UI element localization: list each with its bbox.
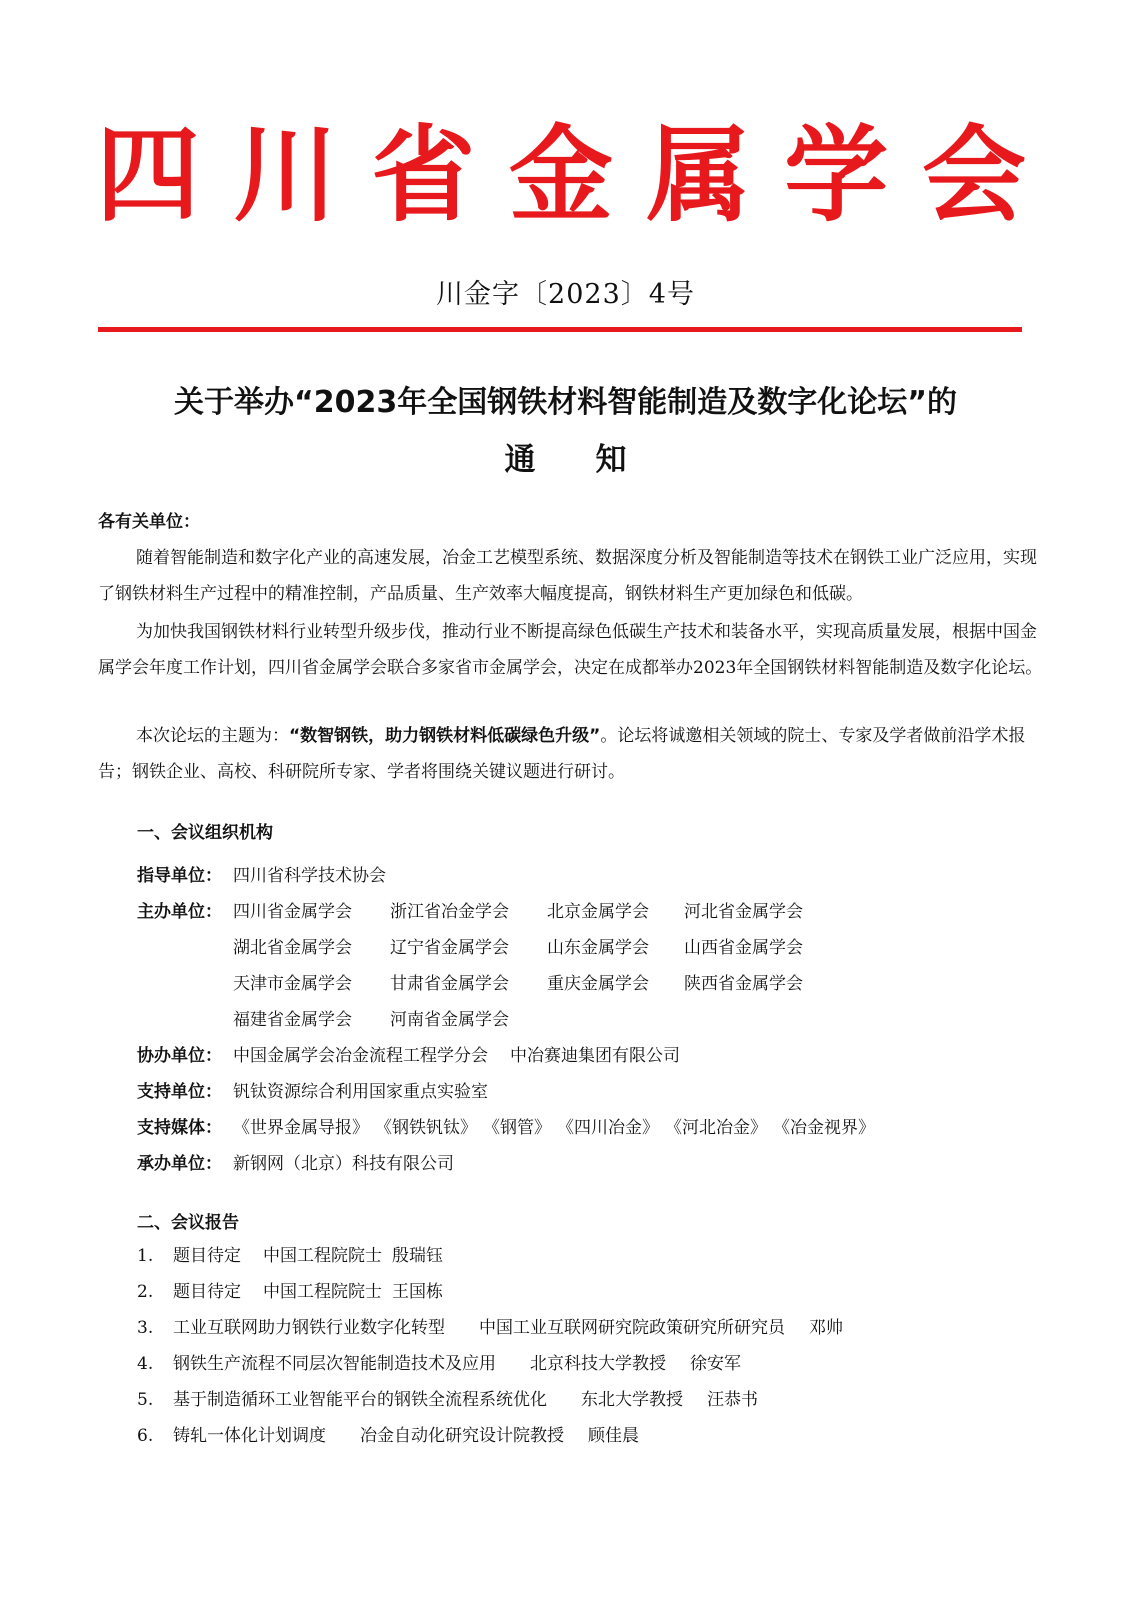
support-unit-value: 钒钛资源综合利用国家重点实验室 [233, 1082, 488, 1102]
masthead-char: 川 [233, 114, 338, 236]
masthead-char: 属 [646, 114, 751, 236]
host-unit: 天津市金属学会 [233, 974, 352, 994]
report-number: 6. [137, 1426, 154, 1446]
red-divider [98, 327, 1022, 332]
report-number: 3. [137, 1318, 154, 1338]
host-unit: 山西省金属学会 [684, 938, 803, 958]
host-unit: 辽宁省金属学会 [390, 938, 509, 958]
host-unit: 重庆金属学会 [547, 974, 649, 994]
report-topic: 题目待定 [173, 1282, 241, 1302]
host-unit: 福建省金属学会 [233, 1010, 352, 1030]
report-topic: 题目待定 [173, 1246, 241, 1266]
masthead-char: 学 [784, 114, 889, 236]
report-speaker: 徐安军 [690, 1354, 741, 1374]
undertaker-label: 承办单位： [137, 1154, 222, 1174]
support-media-label: 支持媒体： [137, 1118, 222, 1138]
undertaker-value: 新钢网（北京）科技有限公司 [233, 1154, 454, 1174]
report-speaker: 顾佳晨 [588, 1426, 639, 1446]
co-organizer-row [137, 1042, 702, 1070]
report-topic: 铸轧一体化计划调度 [173, 1426, 326, 1446]
media-item: 《四川冶金》 [557, 1118, 659, 1138]
support-unit-label: 支持单位： [137, 1082, 222, 1102]
media-item: 《钢管》 [483, 1118, 551, 1138]
host-unit-label: 主办单位： [137, 902, 222, 922]
host-unit: 河北省金属学会 [684, 902, 803, 922]
support-media-row [137, 1114, 881, 1142]
host-unit: 湖北省金属学会 [233, 938, 352, 958]
paragraph-2: 为加快我国钢铁材料行业转型升级步伐，推动行业不断提高绿色低碳生产技术和装备水平，实现高质量发展，根据中国金属学会年度工作计划，四川省金属学会联合多家省市金属学会，决定在成都举办2023年全国钢铁材料智能制造及数字化论坛。 [98, 622, 1043, 678]
report-speaker-title: 中国工程院院士 [263, 1282, 382, 1302]
paragraph-3-prefix: 本次论坛的主题为： [136, 726, 289, 746]
media-item: 《冶金视界》 [773, 1118, 875, 1138]
report-item [137, 1386, 758, 1414]
media-item: 《河北冶金》 [665, 1118, 767, 1138]
section-heading-organization: 一、会议组织机构 [137, 823, 273, 843]
host-unit-list-row [233, 1006, 547, 1034]
report-topic: 钢铁生产流程不同层次智能制造技术及应用 [173, 1354, 496, 1374]
report-number: 4. [137, 1354, 154, 1374]
document-title-notice: 通知 [504, 442, 687, 478]
masthead-char: 省 [371, 114, 476, 236]
support-unit-row [137, 1078, 488, 1106]
masthead-char: 四 [96, 114, 201, 236]
undertaker-row [137, 1150, 454, 1178]
paragraph-1: 随着智能制造和数字化产业的高速发展，冶金工艺模型系统、数据深度分析及智能制造等技术在钢铁工业广泛应用，实现了钢铁材料生产过程中的精准控制，产品质量、生产效率大幅度提高，钢铁材料生产更加绿色和低碳。 [98, 548, 1037, 604]
guide-unit-row [137, 862, 386, 890]
report-speaker: 邓帅 [809, 1318, 843, 1338]
masthead-char: 会 [921, 114, 1026, 236]
report-speaker-title: 北京科技大学教授 [530, 1354, 666, 1374]
report-speaker-title: 中国工业互联网研究院政策研究所研究员 [479, 1318, 785, 1338]
report-number: 1. [137, 1246, 154, 1266]
report-topic: 工业互联网助力钢铁行业数字化转型 [173, 1318, 445, 1338]
report-item [137, 1422, 639, 1450]
host-unit: 浙江省冶金学会 [390, 902, 509, 922]
report-speaker: 殷瑞钰 [392, 1246, 443, 1266]
paragraph-3 [98, 718, 1044, 790]
report-item [137, 1278, 443, 1306]
report-item [137, 1350, 741, 1378]
paragraph-3-suffix: 。论坛将诚邀相关领域的院士、专家及学者做前沿学术报告；钢铁企业、高校、科研院所专家、学者将围绕关键议题进行研讨。 [98, 726, 1026, 782]
salutation: 各有关单位： [98, 512, 200, 532]
media-item: 《钢铁钒钛》 [375, 1118, 477, 1138]
host-unit-list-row [233, 934, 841, 962]
forum-theme: “数智钢铁，助力钢铁材料低碳绿色升级” [289, 726, 601, 746]
media-item: 《世界金属导报》 [233, 1118, 369, 1138]
guide-unit-value: 四川省科学技术协会 [233, 866, 386, 886]
co-organizer-label: 协办单位： [137, 1046, 222, 1066]
report-speaker-title: 东北大学教授 [581, 1390, 683, 1410]
report-speaker: 王国栋 [392, 1282, 443, 1302]
host-unit: 山东金属学会 [547, 938, 649, 958]
report-speaker-title: 冶金自动化研究设计院教授 [360, 1426, 564, 1446]
host-unit: 河南省金属学会 [390, 1010, 509, 1030]
document-title: 关于举办“2023年全国钢铁材料智能制造及数字化论坛”的 [174, 385, 957, 420]
co-organizer: 中冶赛迪集团有限公司 [510, 1046, 680, 1066]
report-topic: 基于制造循环工业智能平台的钢铁全流程系统优化 [173, 1390, 547, 1410]
host-unit: 北京金属学会 [547, 902, 649, 922]
report-number: 5. [137, 1390, 154, 1410]
masthead-char: 金 [508, 114, 613, 236]
host-unit: 陕西省金属学会 [684, 974, 803, 994]
report-item [137, 1314, 843, 1342]
report-speaker: 汪恭书 [707, 1390, 758, 1410]
section-heading-reports: 二、会议报告 [137, 1213, 239, 1233]
host-unit-row [137, 898, 233, 926]
guide-unit-label: 指导单位： [137, 866, 222, 886]
host-unit: 甘肃省金属学会 [390, 974, 509, 994]
co-organizer: 中国金属学会冶金流程工程学分会 [233, 1046, 488, 1066]
host-unit: 四川省金属学会 [233, 902, 352, 922]
host-unit-list-row [233, 970, 841, 998]
report-number: 2. [137, 1282, 154, 1302]
report-speaker-title: 中国工程院院士 [263, 1246, 382, 1266]
masthead [96, 114, 1026, 236]
report-item [137, 1242, 443, 1270]
document-number: 川金字〔2023〕4号 [436, 279, 695, 310]
host-unit-list-row [233, 898, 841, 926]
